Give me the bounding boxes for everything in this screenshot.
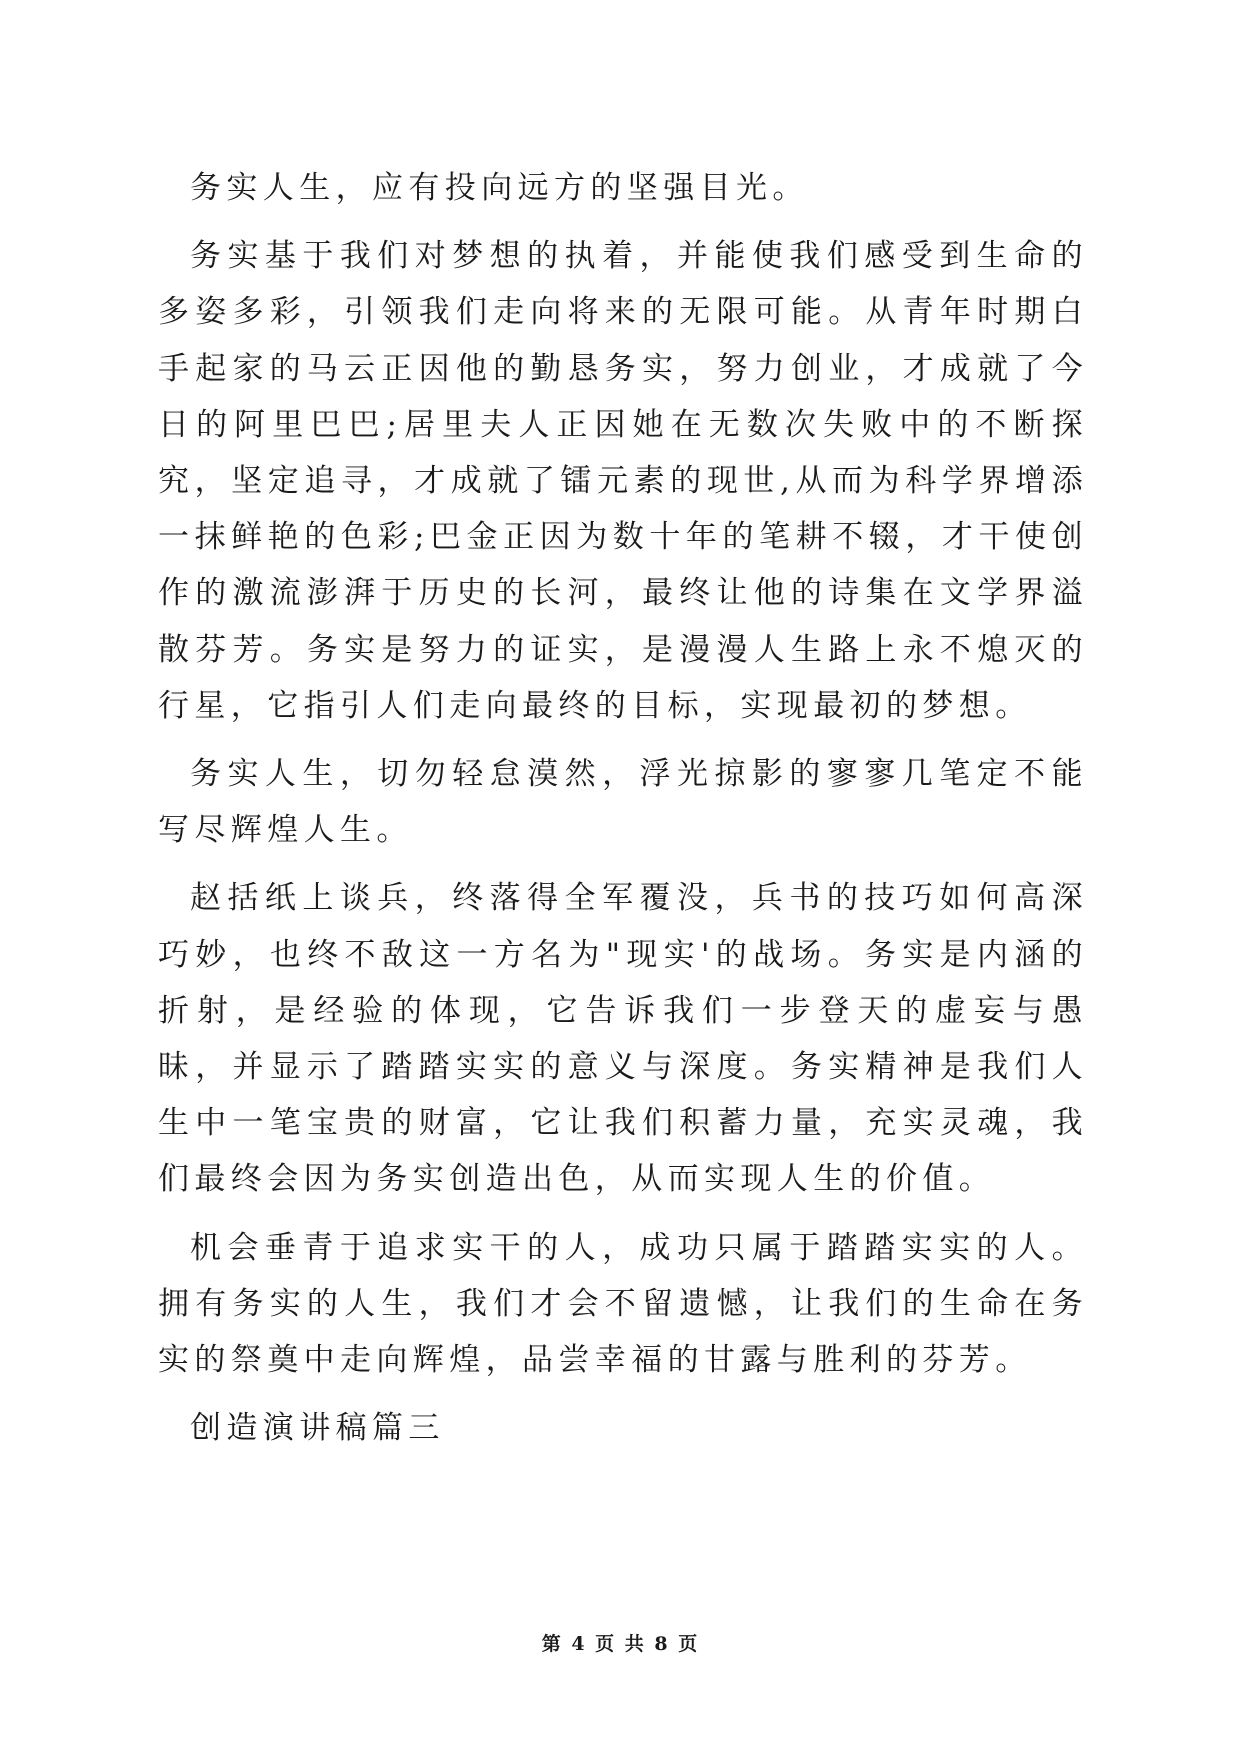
paragraph: 赵括纸上谈兵，终落得全军覆没，兵书的技巧如何高深巧妙，也终不敌这一方名为"现实'的战场。务实是内涵的折射，是经验的体现，它告诉我们一步登天的虚妄与愚昧，并显示了踏踏实实的意义与深度。务实精神是我们人生中一笔宝贵的财富，它让我们积蓄力量，充实灵魂，我们最终会因为务实创造出色，从而实现人生的价值。 (158, 880, 1088, 1198)
paragraph: 务实人生，应有投向远方的坚强目光。 (190, 170, 809, 206)
document-body (158, 160, 1088, 1456)
page-number-footer: 第 4 页 共 8 页 (541, 1633, 700, 1655)
paragraph: 务实人生，切勿轻怠漠然，浮光掠影的寥寥几笔定不能写尽辉煌人生。 (158, 756, 1088, 849)
paragraph: 务实基于我们对梦想的执着，并能使我们感受到生命的多姿多彩，引领我们走向将来的无限可能。从青年时期白手起家的马云正因他的勤恳务实，努力创业，才成就了今日的阿里巴巴;居里夫人正因她在无数次失败中的不断探究，坚定追寻，才成就了镭元素的现世,从而为科学界增添一抹鲜艳的色彩;巴金正因为数十年的笔耕不辍，才干使创作的激流澎湃于历史的长河，最终让他的诗集在文学界溢散芬芳。务实是努力的证实，是漫漫人生路上永不熄灭的行星，它指引人们走向最终的目标，实现最初的梦想。 (158, 238, 1088, 724)
paragraph: 机会垂青于追求实干的人，成功只属于踏踏实实的人。拥有务实的人生，我们才会不留遗憾，让我们的生命在务实的祭奠中走向辉煌，品尝幸福的甘露与胜利的芬芳。 (158, 1229, 1088, 1379)
section-heading: 创造演讲稿篇三 (190, 1410, 445, 1447)
